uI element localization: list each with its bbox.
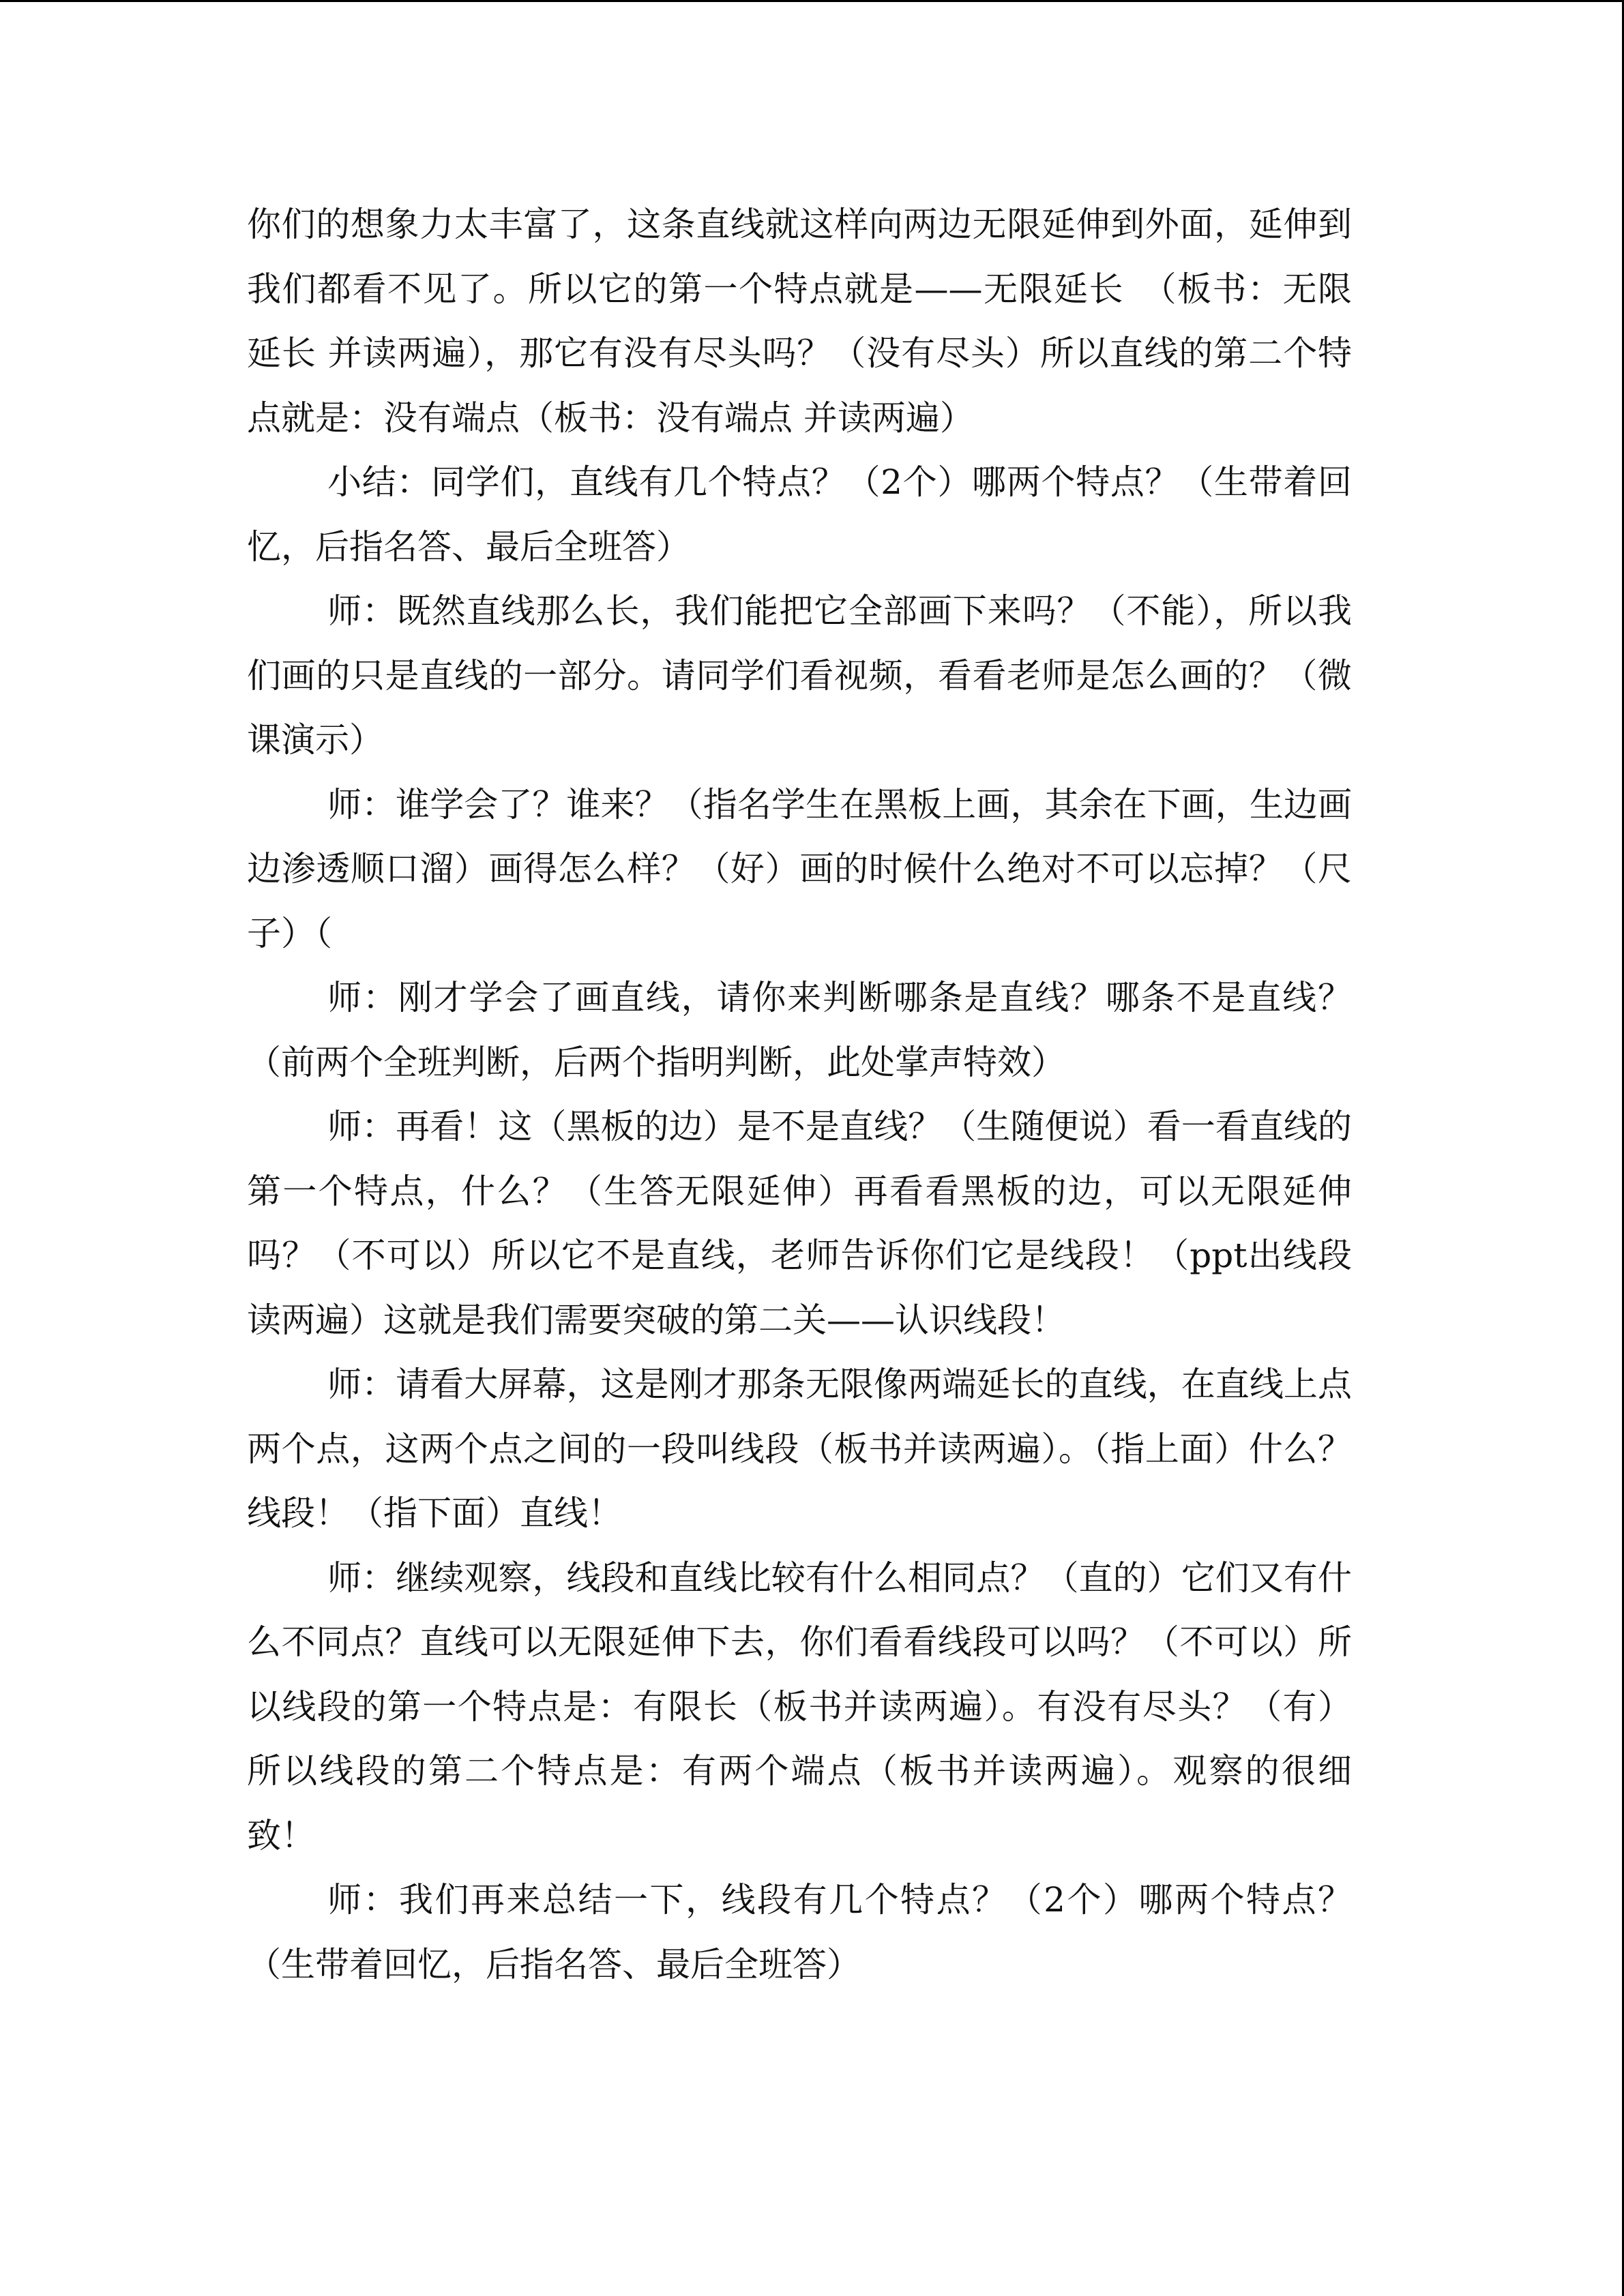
paragraph-2: 小结：同学们，直线有几个特点？（2个）哪两个特点？（生带着回忆，后指名答、最后全班答） bbox=[247, 462, 1352, 567]
document-body bbox=[247, 192, 1352, 1997]
page-border-top bbox=[0, 0, 1624, 2]
paragraph-4: 师：谁学会了？谁来？（指名学生在黑板上画，其余在下画，生边画边渗透顺口溜）画得怎么样？（好）画的时候什么绝对不可以忘掉？（尺子）（ bbox=[247, 784, 1352, 953]
paragraph-7: 师：请看大屏幕，这是刚才那条无限像两端延长的直线，在直线上点两个点，这两个点之间的一段叫线段（板书并读两遍）。（指上面）什么？线段！（指下面）直线！ bbox=[247, 1365, 1352, 1533]
paragraph-1: 你们的想象力太丰富了，这条直线就这样向两边无限延伸到外面，延伸到我们都看不见了。所以它的第一个特点就是——无限延长 （板书：无限延长 并读两遍），那它有没有尽头吗？（没有尽头）所以直线的第二个特点就是：没有端点（板书：没有端点 并读两遍） bbox=[247, 205, 1352, 438]
paragraph-6: 师：再看！这（黑板的边）是不是直线？（生随便说）看一看直线的第一个特点，什么？（生答无限延伸）再看看黑板的边，可以无限延伸吗？（不可以）所以它不是直线，老师告诉你们它是线段！（ppt出线段 读两遍）这就是我们需要突破的第二关——认识线段！ bbox=[247, 1107, 1352, 1340]
paragraph-8: 师：继续观察，线段和直线比较有什么相同点？（直的）它们又有什么不同点？直线可以无限延伸下去，你们看看线段可以吗？（不可以）所以线段的第一个特点是：有限长（板书并读两遍）。有没有尽头？（有）所以线段的第二个特点是：有两个端点（板书并读两遍）。观察的很细致！ bbox=[247, 1557, 1352, 1855]
paragraph-3: 师：既然直线那么长，我们能把它全部画下来吗？（不能），所以我们画的只是直线的一部分。请同学们看视频，看看老师是怎么画的？（微课演示） bbox=[247, 591, 1352, 760]
paragraph-9: 师：我们再来总结一下，线段有几个特点？（2个）哪两个特点？（生带着回忆，后指名答、最后全班答） bbox=[247, 1880, 1352, 1984]
paragraph-5: 师：刚才学会了画直线，请你来判断哪条是直线？哪条不是直线？（前两个全班判断，后两个指明判断，此处掌声特效） bbox=[247, 978, 1352, 1082]
